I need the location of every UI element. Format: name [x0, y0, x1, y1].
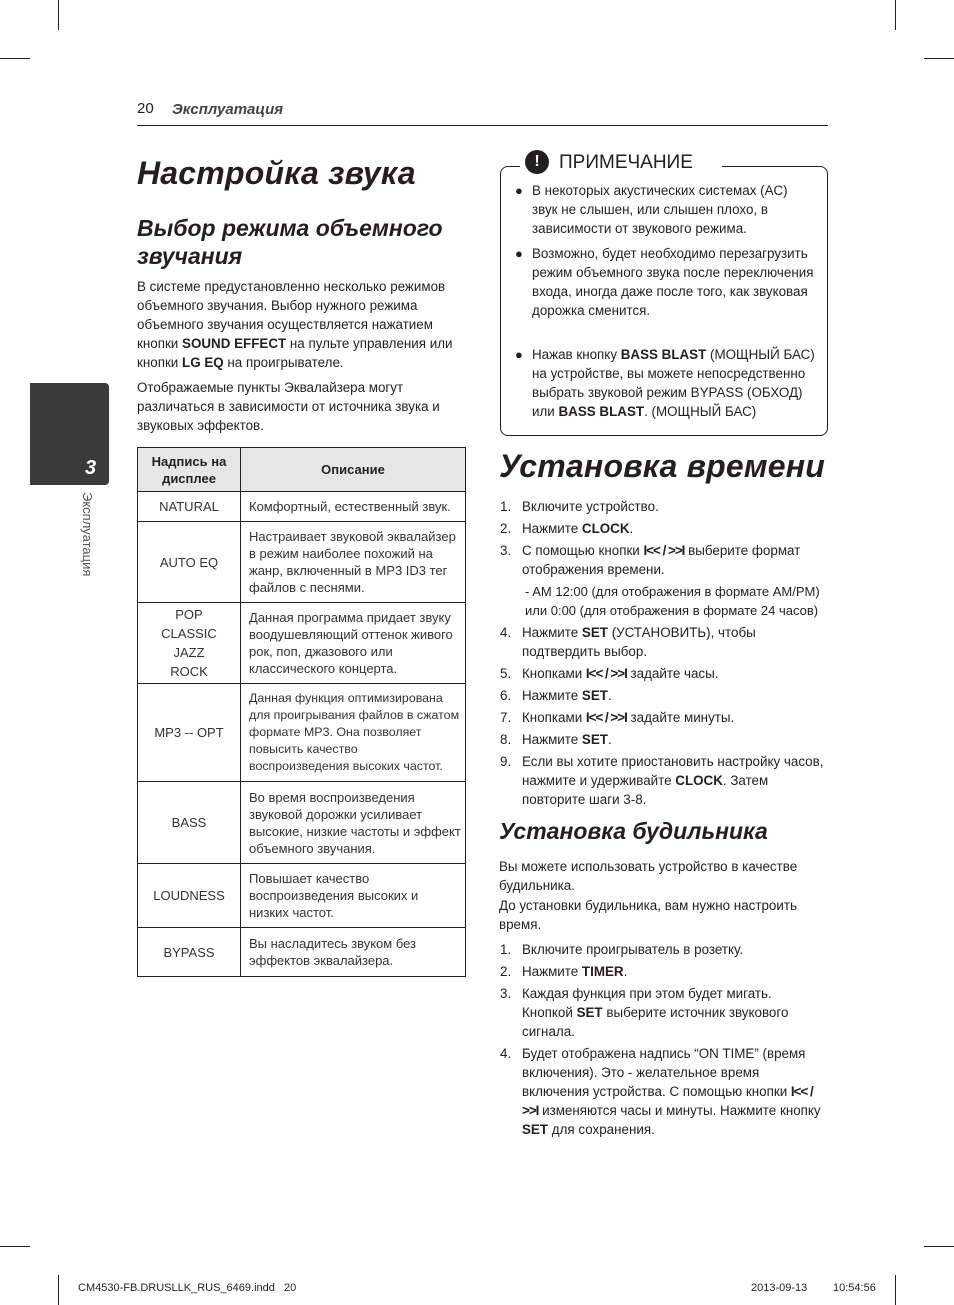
crop-mark [0, 58, 30, 59]
eq-note-paragraph: Отображаемые пункты Эквалайзера могут различаться в зависимости от источника звука и звуковых эффектов. [137, 380, 440, 433]
time-step: 3. С помощью кнопки I<< / >>I выберите формат отображения времени. [500, 543, 801, 577]
alarm-step: 3. Каждая функция при этом будет мигать. Кнопкой SET выберите источник звукового сигнала. [500, 986, 789, 1039]
table-cell-description: Данная функция оптимизирована для проигрывания файлов в сжатом формате MP3. Она позволяет повысить качество воспроизведения высоких частот. [241, 684, 466, 782]
chapter-tab [30, 383, 109, 485]
table-row [138, 864, 466, 928]
bullet-icon: ● [515, 347, 523, 362]
table-cell-display: NATURAL [138, 492, 241, 522]
crop-mark [895, 1275, 896, 1305]
crop-mark [58, 0, 59, 30]
table-header-description: Описание [241, 448, 466, 492]
note-bullet: ● Возможно, будет необходимо перезагрузить режим объемного звука после переключения входа, иногда даже после того, как звуковая дорожка сменится. [515, 246, 814, 318]
footer-filename: CM4530-FB.DRUSLLK_RUS_6469.indd 20 [78, 1282, 297, 1294]
time-step: 1. Включите устройство. [500, 499, 659, 514]
skip-buttons-icon: I<< / >>I [585, 666, 627, 681]
table-header-row [138, 448, 466, 492]
crop-mark [58, 1275, 59, 1305]
chapter-number: 3 [85, 457, 97, 479]
alarm-intro: До установки будильника, вам нужно настроить время. [499, 898, 797, 932]
skip-buttons-icon: I<< / >>I [522, 1084, 813, 1118]
lg-eq-key: LG EQ [182, 355, 224, 370]
table-row [138, 522, 466, 603]
time-step: 2. Нажмите CLOCK. [500, 521, 634, 536]
time-step: 5. Кнопками I<< / >>I задайте часы. [500, 666, 719, 681]
time-step: 7. Кнопками I<< / >>I задайте минуты. [500, 710, 735, 725]
time-step: 8. Нажмите SET. [500, 732, 612, 747]
crop-mark [0, 1246, 30, 1247]
time-step: 9. Если вы хотите приостановить настройку часов, нажмите и удерживайте CLOCK. Затем повторите шаги 3-8. [500, 754, 824, 807]
header-section-title: Эксплуатация [172, 101, 284, 118]
exclamation-icon: ! [525, 150, 549, 174]
table-row [138, 782, 466, 864]
table-cell-display: MP3 -- OPT [138, 684, 241, 782]
table-row [138, 684, 466, 782]
footer-date: 2013-09-13 [751, 1282, 808, 1294]
table-cell-display: POP CLASSIC JAZZ ROCK [138, 603, 241, 684]
table-cell-description: Настраивает звуковой эквалайзер в режим наиболее похожий на жанр, включенный в MP3 ID3 тег файлов с песнями. [241, 522, 466, 603]
section-title-alarm: Установка будильника [499, 818, 768, 844]
alarm-step: 4. Будет отображена надпись “ON TIME” (время включения). Это - желательное время включения устройства. С помощью кнопки I<< / >>I изменяются часы и минуты. Нажмите кнопку SET для сохранения. [500, 1046, 821, 1137]
time-step-sub: - AM 12:00 (для отображения в формате AM/PM) или 0:00 (для отображения в формате 24 часов) [525, 584, 820, 618]
page-title: Настройка звука [137, 155, 416, 191]
note-title: ПРИМЕЧАНИЕ [559, 152, 693, 173]
skip-buttons-icon: I<< / >>I [643, 543, 685, 558]
time-step: 4. Нажмите SET (УСТАНОВИТЬ), чтобы подтвердить выбор. [500, 625, 756, 659]
table-header-display: Надпись на дисплее [138, 448, 241, 492]
note-bullet: ● В некоторых акустических системах (AC) звук не слышен, или слышен плохо, в зависимости от звукового режима. [515, 183, 788, 236]
sound-modes-table [137, 447, 466, 977]
footer-time: 10:54:56 [833, 1282, 876, 1294]
table-cell-description: Комфортный, естественный звук. [241, 492, 466, 522]
bullet-icon: ● [515, 246, 523, 261]
table-cell-description: Во время воспроизведения звуковой дорожки усиливает высокие, низкие частоты и эффект объемного звучания. [241, 782, 466, 864]
crop-mark [895, 0, 896, 30]
table-cell-display: AUTO EQ [138, 522, 241, 603]
page-number: 20 [137, 100, 154, 117]
table-row [138, 928, 466, 977]
skip-buttons-icon: I<< / >>I [585, 710, 627, 725]
header-divider [137, 125, 828, 126]
crop-mark [924, 58, 954, 59]
section-title-surround: Выбор режима объемного звучания [137, 215, 443, 269]
crop-mark [924, 1246, 954, 1247]
chapter-label: Эксплуатация [80, 492, 95, 577]
section-title-time: Установка времени [499, 448, 826, 484]
table-row [138, 603, 466, 684]
table-cell-display: BYPASS [138, 928, 241, 977]
intro-paragraph: В системе предустановленно несколько режимов объемного звучания. Выбор нужного режима объемного звучания осуществляется нажатием кнопки SOUND EFFECT на пульте управления или кнопки LG EQ на проигрывателе. [137, 279, 453, 370]
alarm-step: 1. Включите проигрыватель в розетку. [500, 942, 744, 957]
note-bullet: ● Нажав кнопку BASS BLAST (МОЩНЫЙ БАС) на устройстве, вы можете непосредственно выбрать звуковой режим BYPASS (ОБХОД) или BASS BLAST. (МОЩНЫЙ БАС) [515, 347, 815, 419]
alarm-step: 2. Нажмите TIMER. [500, 964, 628, 979]
table-cell-description: Вы насладитесь звуком без эффектов эквалайзера. [241, 928, 466, 977]
table-cell-display: LOUDNESS [138, 864, 241, 928]
table-cell-description: Данная программа придает звуку воодушевляющий оттенок живого рок, поп, джазового или классического концерта. [241, 603, 466, 684]
bullet-icon: ● [515, 183, 523, 198]
alarm-intro: Вы можете использовать устройство в качестве будильника. [499, 859, 798, 893]
table-cell-display: BASS [138, 782, 241, 864]
table-cell-description: Повышает качество воспроизведения высоких и низких частот. [241, 864, 466, 928]
time-step: 6. Нажмите SET. [500, 688, 612, 703]
sound-effect-key: SOUND EFFECT [182, 336, 287, 351]
table-row [138, 492, 466, 522]
